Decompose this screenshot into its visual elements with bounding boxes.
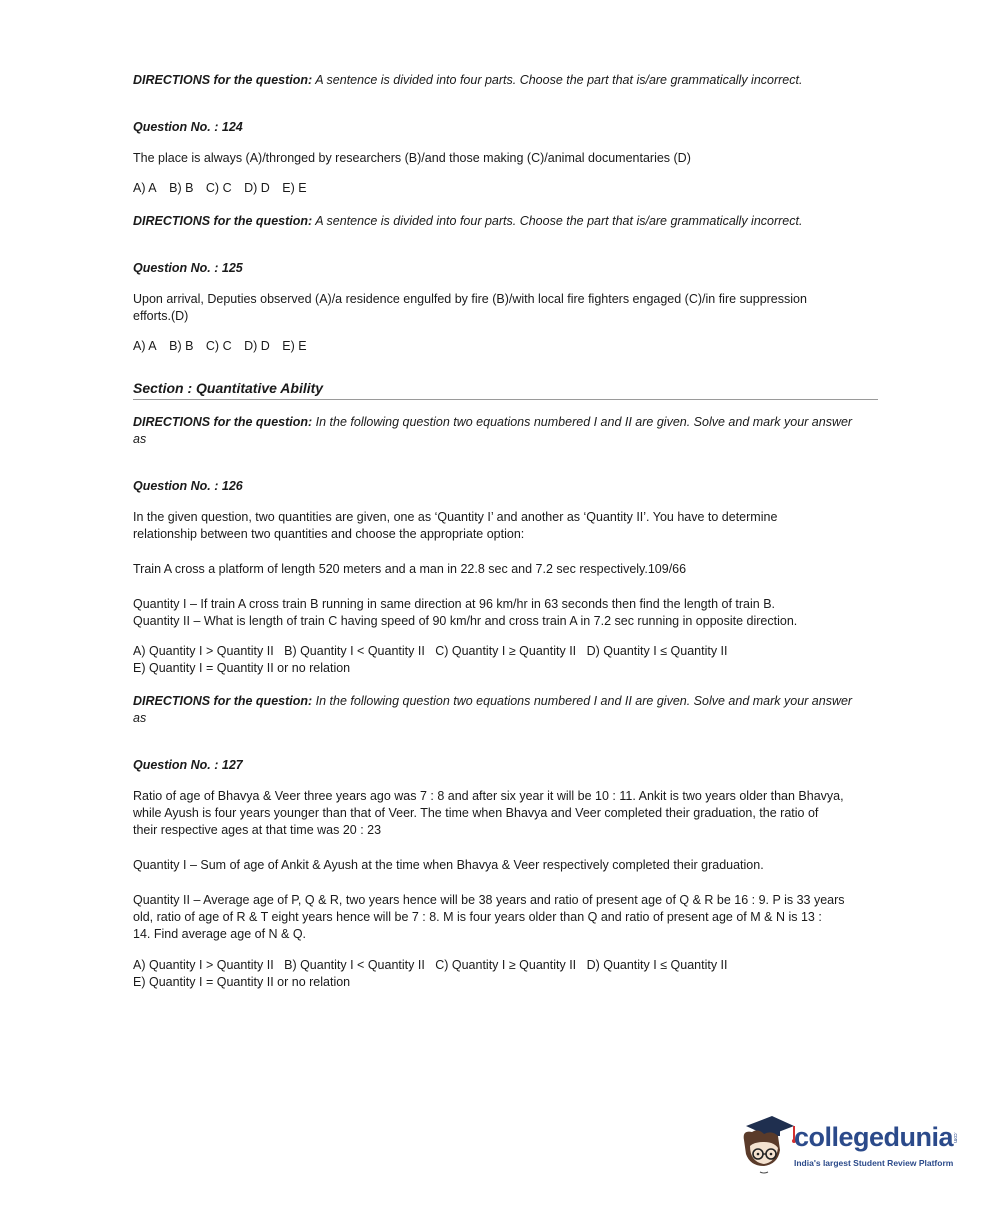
question-number-124: Question No. : 124 [133,120,243,134]
directions-text: In the following question two equations numbered I and II are given. Solve and mark your answer [315,415,853,429]
text-line: relationship between two quantities and choose the appropriate option: [133,527,525,541]
quantity-two-127 [133,892,878,943]
options-line[interactable]: E) Quantity I = Quantity II or no relation [133,975,351,989]
directions-text: In the following question two equations numbered I and II are given. Solve and mark your answer [315,694,853,708]
directions-label: DIRECTIONS for the question: [133,415,313,429]
directions-text: A sentence is divided into four parts. Choose the part that is/are grammatically incorrect. [315,73,803,87]
quantity-two: Quantity II – What is length of train C having speed of 90 km/hr and cross train A in 7.2 sec running in opposite direction. [133,614,798,628]
directions-label: DIRECTIONS for the question: [133,214,313,228]
question-text-125 [133,291,878,325]
option-d[interactable]: D) D [244,181,270,195]
section-divider [133,399,878,400]
directions-line: as [133,711,147,725]
directions-label: DIRECTIONS for the question: [133,73,313,87]
directions-line [133,693,878,710]
collegedunia-logo [738,1110,963,1180]
question-text-126: Train A cross a platform of length 520 meters and a man in 22.8 sec and 7.2 sec respectively.109/66 [133,562,687,576]
option-b[interactable]: B) B [169,181,194,195]
directions-label: DIRECTIONS for the question: [133,694,313,708]
directions-text: A sentence is divided into four parts. Choose the part that is/are grammatically incorrect. [315,214,803,228]
text-line: their respective ages at that time was 20 : 23 [133,823,382,837]
option-d[interactable]: D) D [244,339,270,353]
options-line[interactable]: A) Quantity I > Quantity II B) Quantity I < Quantity II C) Quantity I ≥ Quantity II D) Quantity I ≤ Quantity II [133,644,728,658]
directions-line: as [133,432,147,446]
text-line: old, ratio of age of R & T eight years hence will be 7 : 8. M is four years older than Q and ratio of present age of M & N is 13 : [133,910,822,924]
section-title: Section : Quantitative Ability [133,380,324,396]
quantity-one-127: Quantity I – Sum of age of Ankit & Ayush at the time when Bhavya & Veer respectively completed their graduation. [133,858,764,872]
options-126 [133,643,878,677]
text-line: Quantity II – Average age of P, Q & R, two years hence will be 38 years and ratio of present age of Q & R be 16 : 9. P is 33 years [133,893,845,907]
student-mascot-icon [738,1110,798,1180]
text-line: while Ayush is four years younger than that of Veer. The time when Bhavya and Veer completed their graduation, the ratio of [133,806,819,820]
options-124 [133,180,878,197]
directions-q126 [133,414,878,448]
question-number-127: Question No. : 127 [133,758,243,772]
options-127 [133,957,878,991]
directions-q127 [133,693,878,727]
text-line: In the given question, two quantities are given, one as ‘Quantity I’ and another as ‘Quantity II’. You have to determine [133,510,778,524]
question-text-124: The place is always (A)/thronged by researchers (B)/and those making (C)/animal documentaries (D) [133,151,691,165]
text-line: Upon arrival, Deputies observed (A)/a residence engulfed by fire (B)/with local fire fighters engaged (C)/in fire suppression [133,292,807,306]
option-a[interactable]: A) A [133,181,157,195]
directions-q125 [133,213,878,230]
options-125 [133,338,878,355]
option-c[interactable]: C) C [205,339,232,353]
logo-wordmark: collegedunia [794,1122,954,1152]
quantity-one: Quantity I – If train A cross train B running in same direction at 96 km/hr in 63 seconds then find the length of train B. [133,597,776,611]
question-number-125: Question No. : 125 [133,261,243,275]
text-line: efforts.(D) [133,309,189,323]
options-line[interactable]: E) Quantity I = Quantity II or no relation [133,661,351,675]
option-b[interactable]: B) B [169,339,194,353]
text-line: 14. Find average age of N & Q. [133,927,307,941]
option-e[interactable]: E) E [282,339,307,353]
options-line[interactable]: A) Quantity I > Quantity II B) Quantity I < Quantity II C) Quantity I ≥ Quantity II D) Quantity I ≤ Quantity II [133,958,728,972]
text-line: Ratio of age of Bhavya & Veer three years ago was 7 : 8 and after six year it will be 10 : 11. Ankit is two years older than Bhavya, [133,789,844,803]
question-text-127 [133,788,878,839]
question-number-126: Question No. : 126 [133,479,243,493]
option-a[interactable]: A) A [133,339,157,353]
option-e[interactable]: E) E [282,181,307,195]
directions-q124 [133,72,878,89]
logo-tagline: India's largest Student Review Platform [794,1158,954,1168]
option-c[interactable]: C) C [205,181,232,195]
logo-domain: .com [952,1132,958,1143]
quantities-126 [133,596,878,630]
question-intro-126 [133,509,878,543]
directions-line [133,414,878,431]
